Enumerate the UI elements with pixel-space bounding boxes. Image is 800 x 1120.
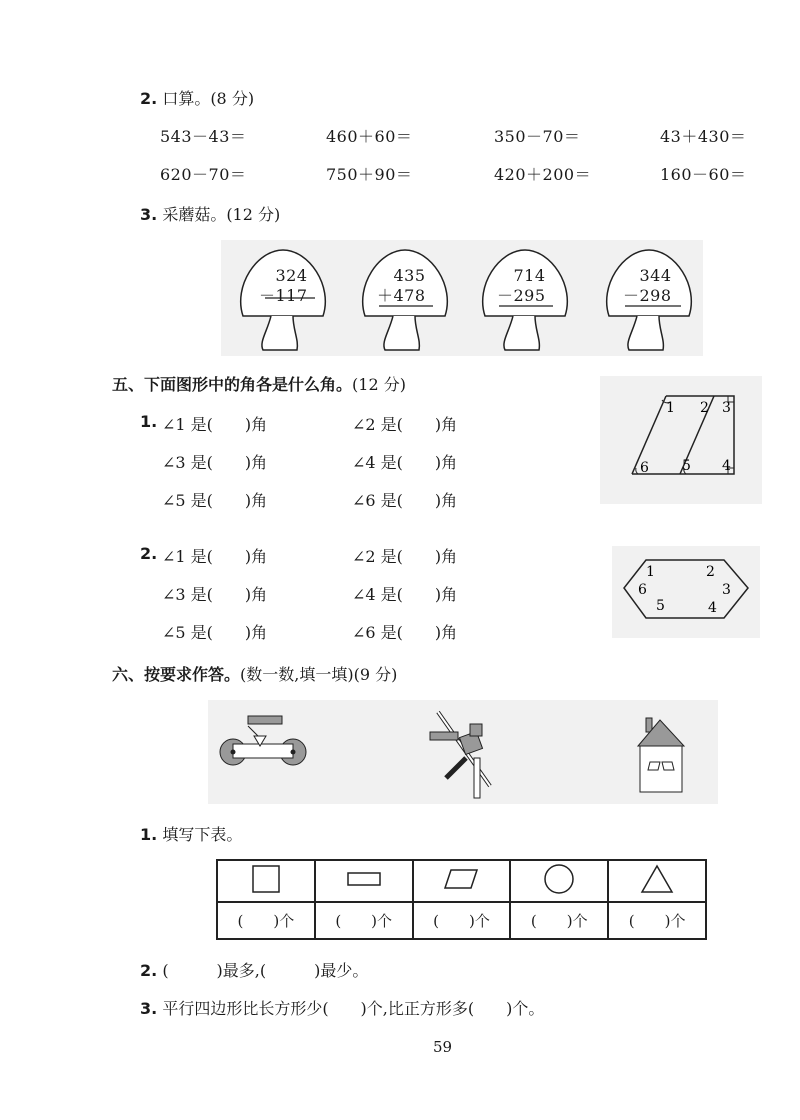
mushroom-3-bottom: －295	[497, 286, 546, 305]
calc-1-1: 543－43＝	[160, 127, 247, 146]
s6-q1-text: 填写下表。	[162, 825, 243, 844]
section-5-heading	[112, 372, 406, 395]
section-5-title: 五、下面图形中的角各是什么角。	[112, 375, 353, 394]
fig2-label-5: 5	[656, 598, 665, 614]
s5-p2-item-1: ∠1 是( )角	[162, 547, 268, 566]
q2-number: 2.	[140, 89, 158, 108]
s5-p2-item-2: ∠2 是( )角	[352, 547, 458, 566]
s5-p1-number: 1.	[140, 412, 158, 431]
fig1-label-5: 5	[682, 458, 691, 474]
mushroom-2-top: 435	[393, 266, 426, 285]
parallelogram-count: ( )个	[413, 902, 511, 939]
figure-1-panel	[600, 376, 762, 504]
section-5-points: (12 分)	[352, 375, 406, 394]
q3-title: 采蘑菇。(12 分)	[162, 205, 281, 224]
s5-p2-item-6: ∠6 是( )角	[352, 623, 458, 642]
fig2-label-3: 3	[722, 582, 731, 598]
triangle-icon	[637, 864, 677, 894]
table-shape-row	[217, 860, 706, 902]
fig1-label-4: 4	[722, 458, 731, 474]
section-6-heading	[112, 662, 397, 685]
s5-p1-num	[140, 412, 157, 431]
mushroom-4-problem	[623, 266, 672, 306]
rectangle-cell	[315, 860, 413, 902]
s5-p1-item-2: ∠2 是( )角	[352, 415, 458, 434]
calc-1-3: 350－70＝	[494, 127, 581, 146]
mushroom-panel	[221, 240, 703, 356]
fig1-label-6: 6	[640, 460, 649, 476]
s6-q2-text: ( )最多,( )最少。	[162, 961, 369, 980]
calc-2-1: 620－70＝	[160, 165, 247, 184]
fig2-label-2: 2	[706, 564, 715, 580]
s6-q3-text: 平行四边形比长方形少( )个,比正方形多( )个。	[162, 999, 545, 1018]
s5-p2-item-3: ∠3 是( )角	[162, 585, 268, 604]
s6-q2-number: 2.	[140, 961, 158, 980]
fig1-label-1: 1	[666, 400, 675, 416]
q3-heading	[140, 202, 280, 225]
circle-count: ( )个	[510, 902, 608, 939]
s5-p2-item-5: ∠5 是( )角	[162, 623, 268, 642]
shapes-pictures	[208, 700, 718, 804]
bike-picture	[220, 716, 306, 765]
parallelogram-cell	[413, 860, 511, 902]
parallelogram-rect-figure	[600, 376, 762, 504]
rectangle-icon	[344, 864, 384, 894]
s5-p2-num	[140, 544, 157, 563]
triangle-count: ( )个	[608, 902, 706, 939]
section-6-points: (数一数,填一填)(9 分)	[240, 665, 398, 684]
fig2-label-1: 1	[646, 564, 655, 580]
square-icon	[246, 864, 286, 894]
calc-1-4: 43＋430＝	[660, 127, 747, 146]
square-cell	[217, 860, 315, 902]
s5-p1-item-6: ∠6 是( )角	[352, 491, 458, 510]
mushroom-1-problem	[259, 266, 308, 306]
mushroom-2-problem	[377, 266, 426, 306]
s5-p1-item-1: ∠1 是( )角	[162, 415, 268, 434]
s6-q3-number: 3.	[140, 999, 158, 1018]
calc-2-2: 750＋90＝	[326, 165, 413, 184]
mushroom-1-bottom: －117	[259, 286, 308, 305]
calc-2-3: 420＋200＝	[494, 165, 592, 184]
s6-q1-number: 1.	[140, 825, 158, 844]
q2-heading	[140, 86, 254, 109]
calc-2-4: 160－60＝	[660, 165, 747, 184]
s5-p1-item-3: ∠3 是( )角	[162, 453, 268, 472]
section-6-title: 六、按要求作答。	[112, 665, 241, 684]
s5-p1-item-4: ∠4 是( )角	[352, 453, 458, 472]
shapes-picture-panel	[208, 700, 718, 804]
triangle-cell	[608, 860, 706, 902]
rectangle-count: ( )个	[315, 902, 413, 939]
shape-count-table	[216, 859, 707, 940]
house-picture	[638, 718, 684, 792]
mushroom-4-top: 344	[639, 266, 672, 285]
mushroom-3-top: 714	[513, 266, 546, 285]
table-count-row	[217, 902, 706, 939]
mushroom-2-bottom: ＋478	[377, 286, 426, 305]
fig2-label-6: 6	[638, 582, 647, 598]
s6-q3	[140, 996, 544, 1019]
page-number: 59	[433, 1038, 453, 1056]
parallelogram-icon	[441, 864, 481, 894]
fig1-label-2: 2	[700, 400, 709, 416]
s5-p2-item-4: ∠4 是( )角	[352, 585, 458, 604]
q3-number: 3.	[140, 205, 158, 224]
mushroom-3-problem	[497, 266, 546, 306]
s6-q2	[140, 958, 368, 981]
hexagon-figure	[612, 546, 760, 638]
circle-icon	[539, 864, 579, 894]
mushroom-4-bottom: －298	[623, 286, 672, 305]
fig1-label-3: 3	[722, 400, 731, 416]
circle-cell	[510, 860, 608, 902]
s5-p1-item-5: ∠5 是( )角	[162, 491, 268, 510]
figure-2-panel	[612, 546, 760, 638]
mushroom-1-top: 324	[275, 266, 308, 285]
calc-1-2: 460＋60＝	[326, 127, 413, 146]
q2-title: 口算。(8 分)	[162, 89, 255, 108]
s6-q1	[140, 822, 242, 845]
fig2-label-4: 4	[708, 600, 717, 616]
s5-p2-number: 2.	[140, 544, 158, 563]
figure-picture	[430, 712, 490, 798]
square-count: ( )个	[217, 902, 315, 939]
